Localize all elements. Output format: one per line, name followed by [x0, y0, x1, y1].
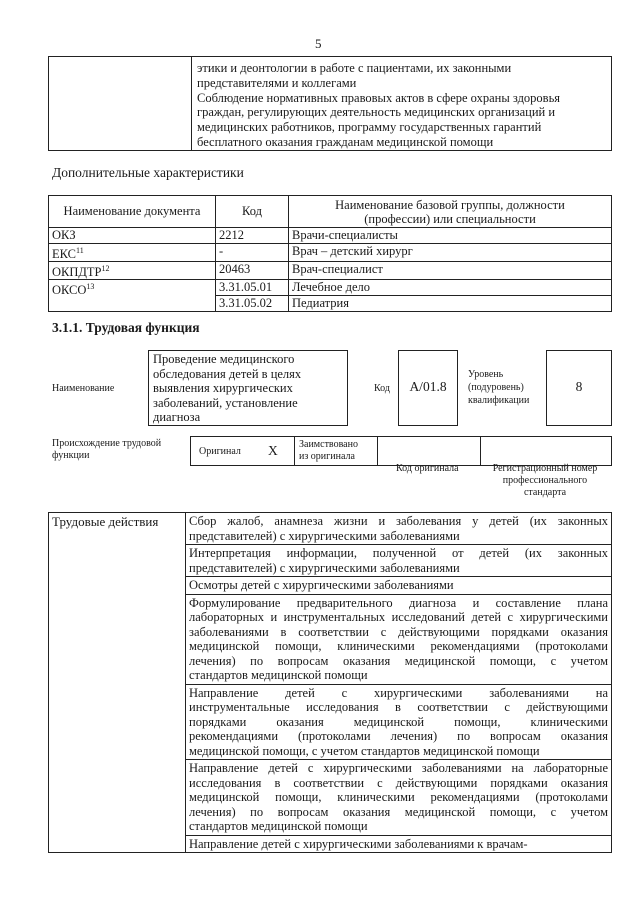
function-name-line: Проведение медицинского: [153, 352, 295, 366]
name-cell: Врач – детский хирург: [289, 244, 612, 262]
action-line: Интерпретация информации, полученной от детей (их законных: [189, 546, 608, 560]
name-cell: Врач-специалист: [289, 262, 612, 280]
doc-cell: ОКСО$^{13}$: [49, 280, 216, 312]
origin-label: Происхождение трудовой функции: [52, 438, 162, 461]
code-cell: -: [216, 244, 289, 262]
origin-borrowed: Заимствовано из оригинала: [299, 439, 358, 462]
additional-table: [48, 195, 612, 312]
code-label: Код: [374, 383, 390, 394]
action-line: стандартов медицинской помощи: [189, 668, 368, 682]
action-line: представителей) с хирургическими заболеваниями: [189, 560, 460, 575]
action-item: [186, 760, 612, 836]
action-line: медицинской помощи, клиническими рекомендациями (протоколами: [189, 639, 608, 653]
origin-original: Оригинал: [199, 446, 241, 457]
top-table-line: представителями и коллегами: [197, 75, 357, 90]
function-name-line: заболеваний, установление: [153, 395, 298, 410]
header-doc: Наименование документа: [49, 196, 216, 228]
top-table-text: [197, 61, 607, 150]
doc-cell: ЕКС$^{11}$: [49, 244, 216, 262]
origin-divider-3: [480, 437, 481, 465]
action-line: Формулирование предварительного диагноза и составление плана: [189, 595, 608, 610]
origin-divider-2: [377, 437, 378, 465]
action-item: [186, 684, 612, 760]
top-table-line: этики и деонтологии в работе с пациентами, их законными: [197, 61, 512, 75]
action-item: [186, 835, 612, 853]
action-line: лечения) по вопросам оказания медицинской помощи, с учетом: [189, 653, 608, 668]
action-item: [186, 594, 612, 684]
function-name-line: выявления хирургических: [153, 381, 293, 395]
function-name-label: Наименование: [52, 383, 115, 394]
top-table-line: бесплатного оказания гражданам медицинской помощи: [197, 134, 494, 149]
top-table-divider: [191, 57, 192, 150]
origin-reg-caption: Регистрационный номер профессионального стандарта: [492, 463, 598, 498]
code-cell: 3.31.05.01: [216, 280, 289, 296]
code-cell: 20463: [216, 262, 289, 280]
action-line: Направление детей с хирургическими заболеваниями на лабораторные: [189, 761, 608, 775]
name-cell: Педиатрия: [289, 296, 612, 312]
top-table-line: медицинских работников, программу государственных гарантий: [197, 120, 542, 135]
table-row: [49, 513, 612, 545]
function-name-line: диагноза: [153, 410, 201, 424]
action-item: [186, 577, 612, 595]
action-line: Направление детей с хирургическими заболеваниями к врачам-: [189, 836, 528, 851]
table-row: [49, 262, 612, 280]
level-value: 8: [575, 379, 583, 394]
action-line: заболеваниями в соответствии с действующими порядками оказания: [189, 624, 608, 639]
action-line: лабораторных и инструментальных исследований детей с хирургическими: [189, 610, 608, 624]
top-table-line: граждан, регулирующих деятельность медицинских организаций и: [197, 105, 556, 120]
action-line: медицинской помощи, с учетом стандартов медицинской помощи: [189, 743, 540, 758]
action-line: Сбор жалоб, анамнеза жизни и заболевания у детей (их законных: [189, 514, 608, 528]
action-line: инструментальные исследования в соответствии с действующими: [189, 700, 608, 714]
code-cell: 2212: [216, 228, 289, 244]
header-code: Код: [216, 196, 289, 228]
function-name-box: [148, 350, 348, 426]
additional-heading: Дополнительные характеристики: [52, 165, 244, 180]
header-name: Наименование базовой группы, должности (профессии) или специальности: [289, 196, 612, 228]
top-table: [48, 56, 612, 151]
action-item: [186, 513, 612, 545]
action-line: Направление детей с хирургическими заболеваниями на: [189, 685, 608, 700]
level-value-box: [546, 350, 612, 426]
code-cell: 3.31.05.02: [216, 296, 289, 312]
action-line: исследования в соответствии с действующими порядками оказания: [189, 775, 608, 790]
name-cell: Лечебное дело: [289, 280, 612, 296]
page-number: 5: [315, 36, 322, 51]
table-row: [49, 280, 612, 296]
action-line: порядками оказания медицинской помощи, клиническими: [189, 714, 608, 729]
function-name-line: обследования детей в целях: [153, 366, 302, 381]
section-title: 3.1.1. Трудовая функция: [52, 320, 200, 335]
action-line: представителей) с хирургическими заболеваниями: [189, 528, 460, 543]
code-value: A/01.8: [409, 379, 447, 394]
table-row: [49, 228, 612, 244]
name-cell: Врачи-специалисты: [289, 228, 612, 244]
level-label: Уровень (подуровень) квалификации: [468, 369, 530, 406]
actions-label: Трудовые действия: [49, 513, 186, 853]
doc-cell: ОКПДТР$^{12}$: [49, 262, 216, 280]
action-line: рекомендациями (протоколами лечения) по вопросам оказания: [189, 729, 608, 743]
action-line: Осмотры детей с хирургическими заболеваниями: [189, 578, 454, 592]
actions-table: [48, 512, 612, 853]
table-row: [49, 244, 612, 262]
origin-mark: X: [268, 443, 278, 458]
action-item: [186, 545, 612, 577]
action-line: лечения) по вопросам оказания медицинской помощи, с учетом: [189, 804, 608, 819]
top-table-line: Соблюдение нормативных правовых актов в сфере охраны здоровья: [197, 90, 561, 105]
origin-boxes: [190, 436, 612, 466]
action-line: медицинской помощи, клиническими рекомендациями (протоколами: [189, 790, 608, 804]
doc-cell: ОКЗ: [49, 228, 216, 244]
origin-code-caption: Код оригинала: [396, 463, 459, 474]
action-line: стандартов медицинской помощи: [189, 819, 368, 833]
origin-divider-1: [294, 437, 295, 465]
code-value-box: [398, 350, 458, 426]
